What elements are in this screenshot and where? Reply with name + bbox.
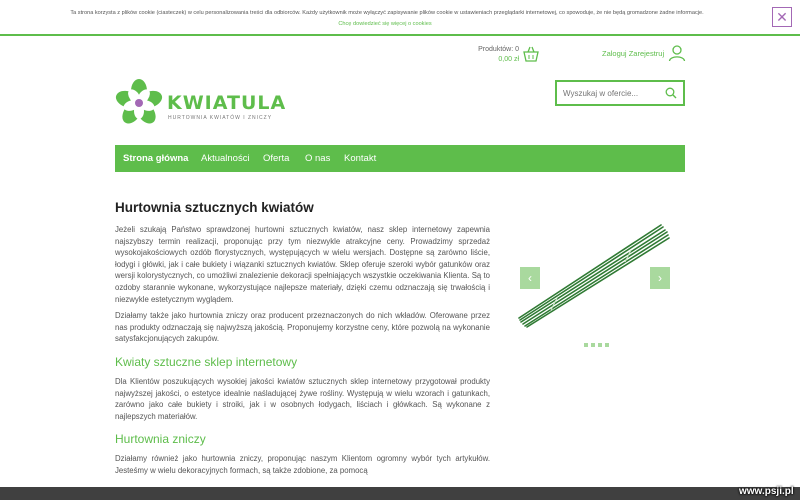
cart-summary bbox=[478, 45, 519, 65]
page-title: Hurtownia sztucznych kwiatów bbox=[115, 200, 314, 215]
product-slider bbox=[515, 212, 670, 342]
search-box bbox=[555, 80, 685, 106]
slider-dot[interactable] bbox=[584, 343, 588, 347]
slider-dot[interactable] bbox=[591, 343, 595, 347]
register-link[interactable]: Zarejestruj bbox=[628, 49, 665, 58]
watermark: www.psji.pl bbox=[739, 486, 794, 497]
cookie-text: Ta strona korzysta z plików cookie (ciasteczek) w celu personalizowania treści dla odbiorców. Każdy użytkownik może wyłączyć zapisywanie plików cookie w ustawieniach przeglądarki internetowej, co spowoduje, że nie będą gromadzone żadne informacje. bbox=[70, 10, 704, 16]
logo[interactable] bbox=[115, 78, 295, 128]
intro-paragraph: Jeżeli szukają Państwo sprawdzonej hurtowni sztucznych kwiatów, nasz sklep internetowy zapewnia najszybszy termin realizacji, proponując przy tym niezwykle atrakcyjne ceny. Prowadzimy sprzedaż wysokojakościowych ozdób florystycznych, występujących w wielu wersjach. Dostępne są zarówno liście, łodygi i główki, jak i całe bukiety i wiązanki sztucznych kwiatów. Sklep oferuje szeroki wybór gatunków oraz wersji kolorystycznych, co umożliwi znalezienie dekoracji spełniających wszystkie oczekiwania Klienta. Są to ozdoby starannie wykonane, wykorzystujące najlepsze materiały, dzięki czemu odznaczają się trwałością i niezwykle estetycznym wyglądem. bbox=[115, 225, 490, 304]
candles-paragraph: Działamy także jako hurtownia zniczy oraz producent przeznaczonych do nich wkładów. Oferowane przez nas produkty odznaczają się najwyższą jakością. Proponujemy korzystne ceny, które pozwolą na wykonanie satysfakcjonujących zakupów. bbox=[115, 311, 490, 344]
brand-tagline: HURTOWNIA KWIATÓW I ZNICZY bbox=[168, 115, 273, 121]
section-heading-flowers: Kwiaty sztuczne sklep internetowy bbox=[115, 354, 298, 369]
section-heading-candles: Hurtownia zniczy bbox=[115, 432, 206, 447]
basket-icon[interactable] bbox=[522, 45, 540, 63]
cookie-more-link[interactable]: Chcę dowiedzieć się więcej o cookies bbox=[338, 21, 432, 27]
nav-news[interactable]: Aktualności bbox=[201, 153, 250, 164]
slider-dots bbox=[584, 343, 614, 349]
account-links bbox=[602, 46, 664, 64]
user-icon[interactable] bbox=[668, 44, 686, 62]
main-content bbox=[115, 200, 490, 482]
slider-prev-button[interactable]: ‹ bbox=[520, 267, 540, 289]
flowers-paragraph: Dla Klientów poszukujących wysokiej jakości kwiatów sztucznych sklep internetowy przygotował produkty najwyższej jakości, o estetyce idealnie naśladującej żywe rośliny. Występują w wielu wzorach i gatunkach, zarówno jako całe bukiety i stroiki, jak i w osobnych łodygach, liściach i główkach. Są wykonane z najlepszych materiałów. bbox=[115, 376, 490, 421]
nav-home[interactable]: Strona główna bbox=[123, 153, 189, 164]
login-link[interactable]: Zaloguj bbox=[602, 49, 627, 58]
search-input[interactable] bbox=[563, 86, 659, 100]
slider-dot[interactable] bbox=[598, 343, 602, 347]
bottom-strip bbox=[0, 487, 800, 500]
nav-about[interactable]: O nas bbox=[305, 153, 331, 164]
cart-amount: 0,00 zł bbox=[498, 56, 519, 63]
close-icon[interactable]: ✕ bbox=[772, 7, 792, 27]
cart[interactable] bbox=[470, 45, 540, 67]
candles-wholesale-paragraph: Działamy również jako hurtownia zniczy, proponując naszym Klientom ogromny wybór tych artykułów. Jesteśmy w wielu dekoracyjnych formach, są także zdobione, za pomocą bbox=[115, 454, 490, 475]
slider-next-button[interactable]: › bbox=[650, 267, 670, 289]
main-nav bbox=[115, 145, 685, 172]
nav-offer[interactable]: Oferta bbox=[263, 153, 290, 164]
cart-count: Produktów: 0 bbox=[478, 46, 519, 53]
slider-dot[interactable] bbox=[605, 343, 609, 347]
flower-logo-icon bbox=[115, 78, 163, 128]
nav-contact[interactable]: Kontakt bbox=[344, 153, 377, 164]
search-icon[interactable] bbox=[665, 87, 677, 99]
cookie-bar bbox=[0, 0, 800, 36]
brand-name: KWIATULA bbox=[167, 92, 287, 114]
